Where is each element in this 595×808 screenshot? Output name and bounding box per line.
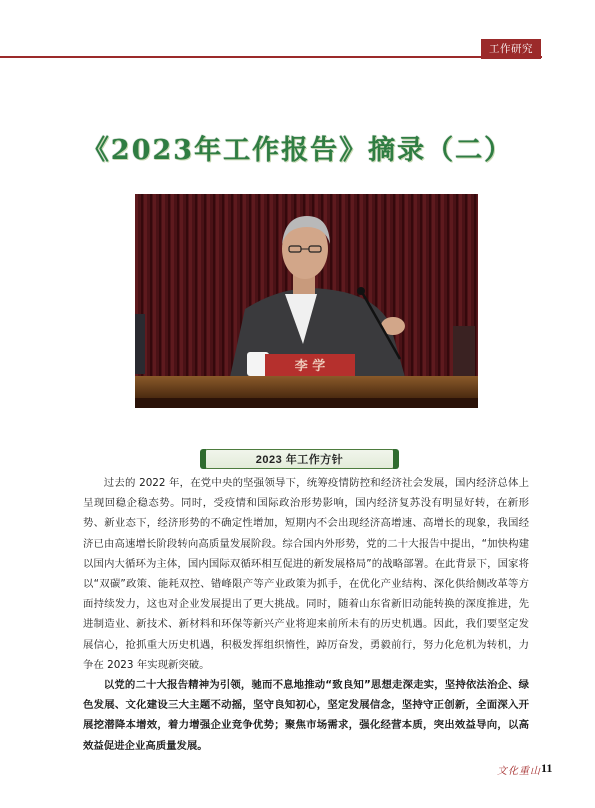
subheading: 2023 年工作方针 bbox=[255, 454, 344, 466]
header-rule bbox=[0, 56, 542, 58]
paragraph-1: 过去的 2022 年，在党中央的坚强领导下，统筹疫情防控和经济社会发展，国内经济总体上呈现回稳企稳态势。同时，受疫情和国际政治形势影响，国内经济复苏没有明显好转，在新形势、新业态下，经济形势的不确定性增加，短期内不会出现经济高增速、高增长的现象，我国经济已由高速增长阶段转向高质量发展阶段。综合国内外形势，党的二十大报告中提出，“加快构建以国内大循环为主体，国内国际双循环相互促进的新发展格局”的战略部署。在此背景下，国家将以“双碳”政策、能耗双控、错峰限产等产业政策为抓手，在优化产业结构、深化供给侧改革等方面持续发力，这也对企业发展提出了更大挑战。同时，随着山东省新旧动能转换的深度推进，先进制造业、新技术、新材料和环保等新兴产业将迎来前所未有的历史机遇。因此，我们要坚定发展信心，抢抓重大历史机遇，积极发挥组织惰性，踔厉奋发，勇毅前行，努力化危机为转机，力争在 2023 年实现新突破。 bbox=[83, 477, 529, 671]
nameplate-text: 李 学 bbox=[294, 359, 326, 374]
speaker-photo bbox=[135, 194, 478, 408]
subheading-box bbox=[205, 449, 394, 469]
article-title: 《2023年工作报告》摘录（二） bbox=[81, 135, 514, 166]
section-tag: 工作研究 bbox=[481, 39, 541, 59]
article-body bbox=[83, 473, 529, 756]
footer-logo: 文化重山 bbox=[497, 766, 541, 777]
paragraph-2: 以党的二十大报告精神为引领，驰而不息地推动“致良知”思想走深走实，坚持依法治企、绿色发展、文化建设三大主题不动摇，坚守良知初心，坚定发展信念，坚持守正创新，全面深入开展挖潜降本增效，着力增强企业竞争优势；聚焦市场需求，强化经营本质，突出效益导向，以高效益促进企业高质量发展。 bbox=[83, 679, 529, 752]
page-number: 11 bbox=[541, 761, 553, 775]
